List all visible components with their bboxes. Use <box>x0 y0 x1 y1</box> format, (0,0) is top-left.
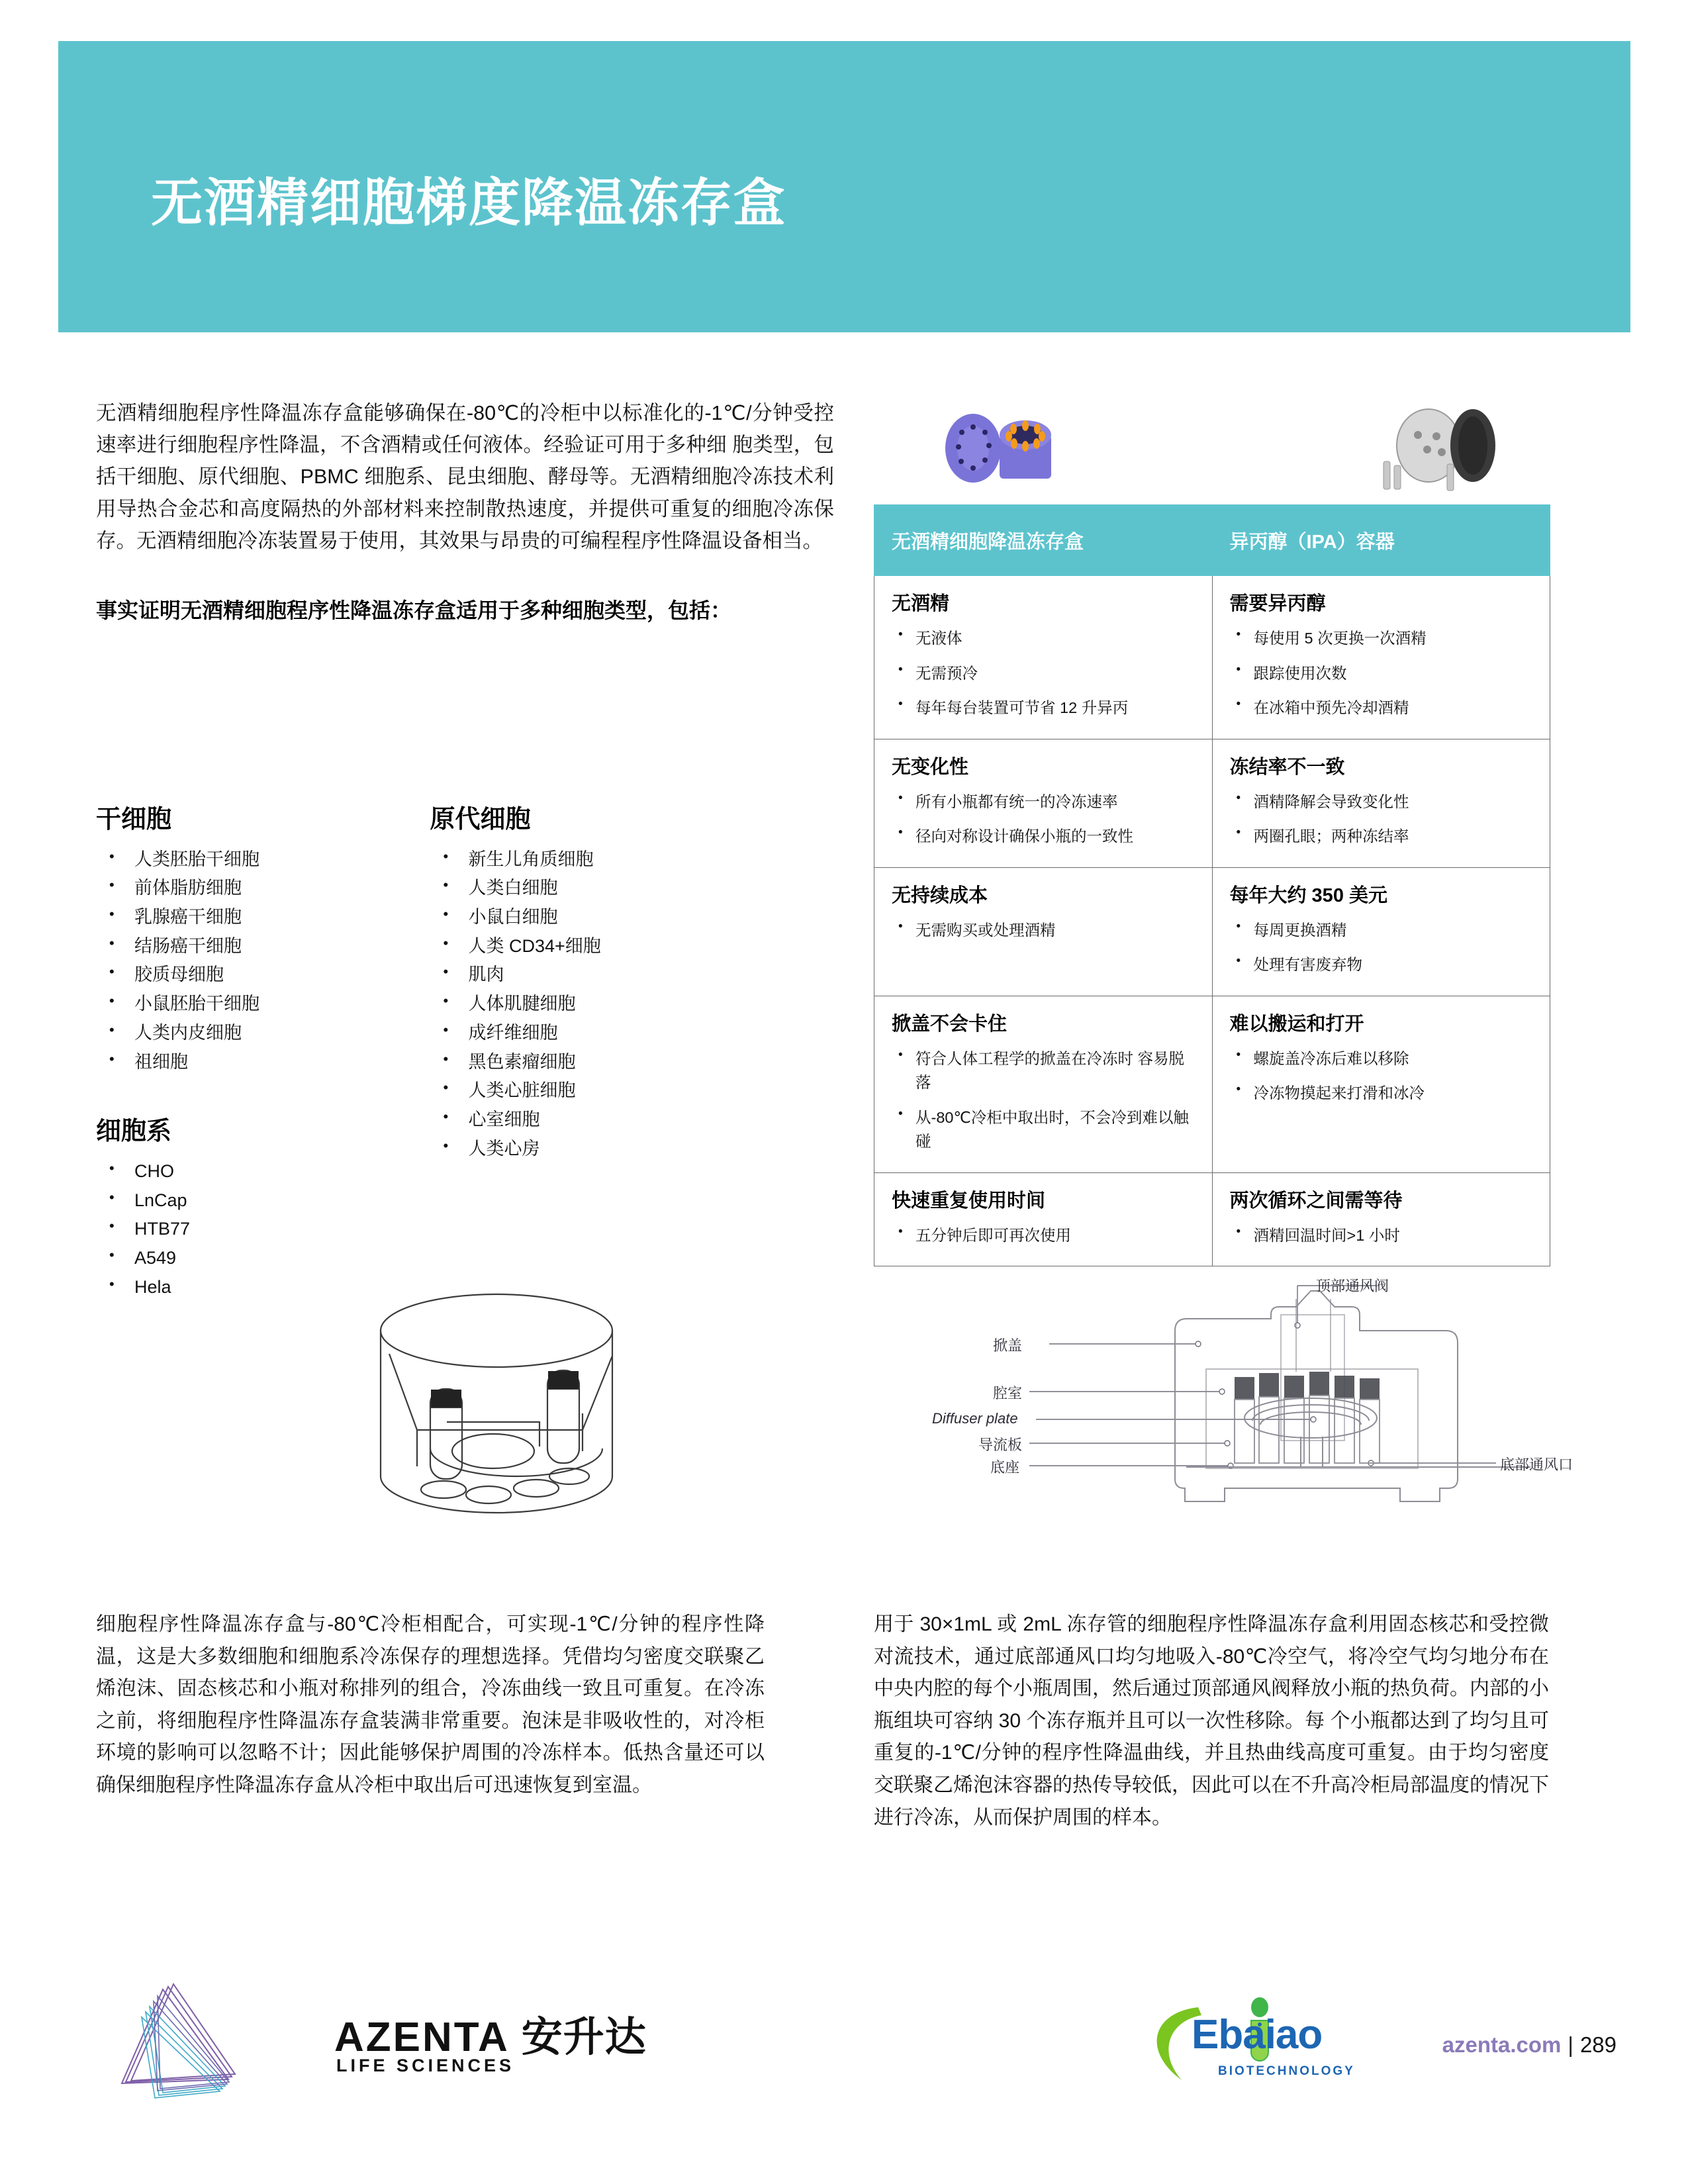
list-item: • 每年每台装置可节省 12 升异丙 <box>892 696 1195 720</box>
table-cell <box>874 576 1213 739</box>
list-item: • 前体脂肪细胞 <box>96 874 354 903</box>
list-item: • 两圈孔眼；两种冻结率 <box>1230 824 1533 848</box>
cell-bullet-list <box>1230 1223 1533 1247</box>
column-header-ipa: 异丙醇（IPA）容器 <box>1212 505 1550 576</box>
list-item: • Hela <box>96 1273 354 1302</box>
list-item: • 符合人体工程学的掀盖在冷冻时 容易脱落 <box>892 1047 1195 1095</box>
cryo-box-illustration <box>311 1278 722 1556</box>
list-item: • 处理有害废弃物 <box>1230 953 1533 976</box>
table-row <box>874 739 1550 867</box>
list-item: • 心室细胞 <box>430 1106 761 1135</box>
intro-paragraph: 无酒精细胞程序性降温冻存盒能够确保在-80℃的冷柜中以标准化的-1℃/分钟受控速率进行细胞程序性降温，不含酒精或任何液体。经验证可用于多种细 胞类型，包括干细胞、原代细胞、PBMC 细胞系、昆虫细胞、酵母等。无酒精细胞冷冻技术利用导热合金芯和高度隔热的外部材料来控制散热速度，并提供可重复的细胞冷冻保存。无酒精细胞冷冻装置易于使用，其效果与昂贵的可编程程序性降温设备相当。 <box>96 402 834 552</box>
bottom-left-text <box>96 1609 765 1802</box>
ipa-container-photo <box>1383 409 1495 491</box>
table-cell <box>1212 739 1550 867</box>
cell-title: 无变化性 <box>892 756 969 778</box>
list-item: • 无液体 <box>892 626 1195 650</box>
primary-cells-column <box>430 804 761 1164</box>
intro-lead: 事实证明无酒精细胞程序性降温冻存盒适用于多种细胞类型，包括： <box>96 598 732 622</box>
cell-title: 掀盖不会卡住 <box>892 1013 1008 1035</box>
cutaway-diagram <box>874 1245 1573 1523</box>
list-item: • 螺旋盖冷冻后难以移除 <box>1230 1047 1533 1070</box>
label-chamber: 腔室 <box>993 1385 1023 1401</box>
cell-title: 难以搬运和打开 <box>1229 1013 1364 1035</box>
stem-cells-column <box>96 804 354 1302</box>
website-link[interactable]: azenta.com <box>1442 2032 1562 2057</box>
cell-title: 冻结率不一致 <box>1229 756 1345 778</box>
cell-bullet-list <box>1230 918 1533 977</box>
list-item: • 无需购买或处理酒精 <box>892 918 1195 942</box>
cell-title: 无酒精 <box>892 593 950 614</box>
azenta-mark-icon <box>99 1970 318 2102</box>
list-item: • 人体肌腱细胞 <box>430 990 761 1019</box>
cutaway-line-art <box>874 1245 1556 1523</box>
list-item: • 冷冻物摸起来打滑和冰冷 <box>1230 1081 1533 1105</box>
ebaiao-wordmark: Ebaiao <box>1192 2012 1323 2058</box>
label-base: 底座 <box>990 1459 1020 1476</box>
page-number: 289 <box>1579 2032 1617 2057</box>
page-title: 无酒精细胞梯度降温冻存盒 <box>151 173 787 232</box>
footer-divider: | <box>1568 2032 1573 2057</box>
list-item: • 所有小瓶都有统一的冷冻速率 <box>892 790 1195 814</box>
list-item: • 人类胚胎干细胞 <box>96 845 354 875</box>
cell-bullet-list <box>892 1223 1195 1247</box>
list-item: • 结肠癌干细胞 <box>96 932 354 961</box>
intro-column <box>96 397 834 628</box>
cell-type-lists <box>96 804 837 1302</box>
table-cell <box>1212 576 1550 739</box>
list-item: • 每使用 5 次更换一次酒精 <box>1230 626 1533 650</box>
cell-bullet-list <box>892 918 1195 942</box>
list-item: • LnCap <box>96 1186 354 1215</box>
cell-title: 两次循环之间需等待 <box>1229 1190 1403 1211</box>
table-header <box>874 505 1550 576</box>
table-cell <box>874 996 1213 1172</box>
label-flip-lid: 掀盖 <box>993 1337 1023 1354</box>
label-diffuser-plate: Diffuser plate <box>932 1410 1018 1427</box>
list-item: • HTB77 <box>96 1215 354 1244</box>
bottom-left-paragraph: 细胞程序性降温冻存盒与-80℃冷柜相配合，可实现-1℃/分钟的程序性降温，这是大多数细胞和细胞系冷冻保存的理想选择。凭借均匀密度交联聚乙烯泡沫、固态核芯和小瓶对称排列的组合，冷冻曲线一致且可重复。在冷冻之前，将细胞程序性降温冻存盒装满非常重要。泡沫是非吸收性的，对冷柜环境的影响可以忽略不计；因此能够保护周围的冷冻样本。低热含量还可以确保细胞程序性降温冻存盒从冷柜中取出后可迅速恢复到室温。 <box>96 1613 765 1796</box>
primary-cells-heading: 原代细胞 <box>430 806 531 833</box>
table-row <box>874 576 1550 739</box>
header-banner <box>58 41 1630 332</box>
azenta-name: AZENTA <box>334 2015 508 2060</box>
list-item: • 跟踪使用次数 <box>1230 661 1533 685</box>
product-photos <box>874 387 1549 503</box>
list-item: • 人类心房 <box>430 1135 761 1164</box>
azenta-logo <box>99 1970 682 2102</box>
table-cell <box>874 739 1213 867</box>
product-photo-icons <box>874 387 1549 503</box>
azenta-name-cn: 安升达 <box>521 2015 647 2060</box>
list-item: • 人类白细胞 <box>430 874 761 903</box>
list-item: • A549 <box>96 1244 354 1273</box>
table-cell <box>1212 867 1550 996</box>
list-item: • 人类内皮细胞 <box>96 1019 354 1048</box>
table-row <box>874 867 1550 996</box>
list-item: • CHO <box>96 1157 354 1186</box>
list-item: • 在冰箱中预先冷却酒精 <box>1230 696 1533 720</box>
comparison-table <box>874 504 1550 1266</box>
label-top-vent: 顶部通风阀 <box>1316 1278 1389 1294</box>
cell-bullet-list <box>1230 1047 1533 1106</box>
list-item: • 酒精回温时间>1 小时 <box>1230 1223 1533 1247</box>
label-baffle: 导流板 <box>978 1437 1023 1453</box>
table-row <box>874 996 1550 1172</box>
list-item: • 无需预冷 <box>892 661 1195 685</box>
ebaiao-tagline: BIOTECHNOLOGY <box>1218 2064 1355 2078</box>
cell-lines-heading: 细胞系 <box>96 1117 172 1146</box>
cell-title: 无持续成本 <box>892 884 988 906</box>
cell-title: 需要异丙醇 <box>1229 593 1326 614</box>
list-item: • 人类心脏细胞 <box>430 1076 761 1106</box>
list-item: • 新生儿角质细胞 <box>430 845 761 875</box>
list-item: • 黑色素瘤细胞 <box>430 1048 761 1077</box>
cryo-box-line-art <box>311 1278 722 1556</box>
list-item: • 祖细胞 <box>96 1048 354 1077</box>
ebaiao-logo <box>1135 1993 1413 2092</box>
cell-bullet-list <box>892 1047 1195 1154</box>
primary-cells-list <box>430 845 761 1164</box>
table-cell <box>874 867 1213 996</box>
list-item: • 径向对称设计确保小瓶的一致性 <box>892 824 1195 848</box>
table-body <box>874 576 1550 1266</box>
cell-bullet-list <box>1230 790 1533 849</box>
azenta-wordmark <box>334 2004 647 2063</box>
list-item: • 人类 CD34+细胞 <box>430 932 761 961</box>
stem-cells-heading: 干细胞 <box>96 806 172 833</box>
stem-cells-list <box>96 845 354 1077</box>
list-item: • 酒精降解会导致变化性 <box>1230 790 1533 814</box>
list-item: • 五分钟后即可再次使用 <box>892 1223 1195 1247</box>
label-bottom-vent: 底部通风口 <box>1500 1456 1573 1473</box>
cell-bullet-list <box>892 626 1195 720</box>
column-header-cryo: 无酒精细胞降温冻存盒 <box>874 505 1213 576</box>
list-item: • 肌肉 <box>430 961 761 990</box>
cell-title: 每年大约 350 美元 <box>1229 884 1387 906</box>
list-item: • 每周更换酒精 <box>1230 918 1533 942</box>
bottom-right-text <box>874 1609 1549 1834</box>
list-item: • 小鼠白细胞 <box>430 903 761 932</box>
list-item: • 乳腺癌干细胞 <box>96 903 354 932</box>
list-item: • 小鼠胚胎干细胞 <box>96 990 354 1019</box>
cell-bullet-list <box>1230 626 1533 720</box>
cryo-box-photo <box>945 414 1051 483</box>
footer-meta <box>1442 2032 1617 2058</box>
list-item: • 胶质母细胞 <box>96 961 354 990</box>
table-header-row <box>874 505 1550 576</box>
list-item: • 成纤维细胞 <box>430 1019 761 1048</box>
cell-title: 快速重复使用时间 <box>892 1190 1046 1211</box>
bottom-right-paragraph: 用于 30×1mL 或 2mL 冻存管的细胞程序性降温冻存盒利用固态核芯和受控微对流技术，通过底部通风口均匀地吸入-80℃冷空气，将冷空气均匀地分布在中央内腔的每个小瓶周围，然后通过顶部通风阀释放小瓶的热负荷。内部的小瓶组块可容纳 30 个冻存瓶并且可以一次性移除。每 个小瓶都达到了均匀且可重复的-1℃/分钟的程序性降温曲线，并且热曲线高度可重复。由于均匀密度交联聚乙烯泡沫容器的热传导较低，因此可以在不升高冷柜局部温度的情况下进行冷冻，从而保护周围的样本。 <box>874 1613 1549 1828</box>
cell-bullet-list <box>892 790 1195 849</box>
table-cell <box>1212 996 1550 1172</box>
list-item: • 从-80℃冷柜中取出时，不会冷到难以触碰 <box>892 1106 1195 1154</box>
azenta-tagline: LIFE SCIENCES <box>336 2056 515 2075</box>
